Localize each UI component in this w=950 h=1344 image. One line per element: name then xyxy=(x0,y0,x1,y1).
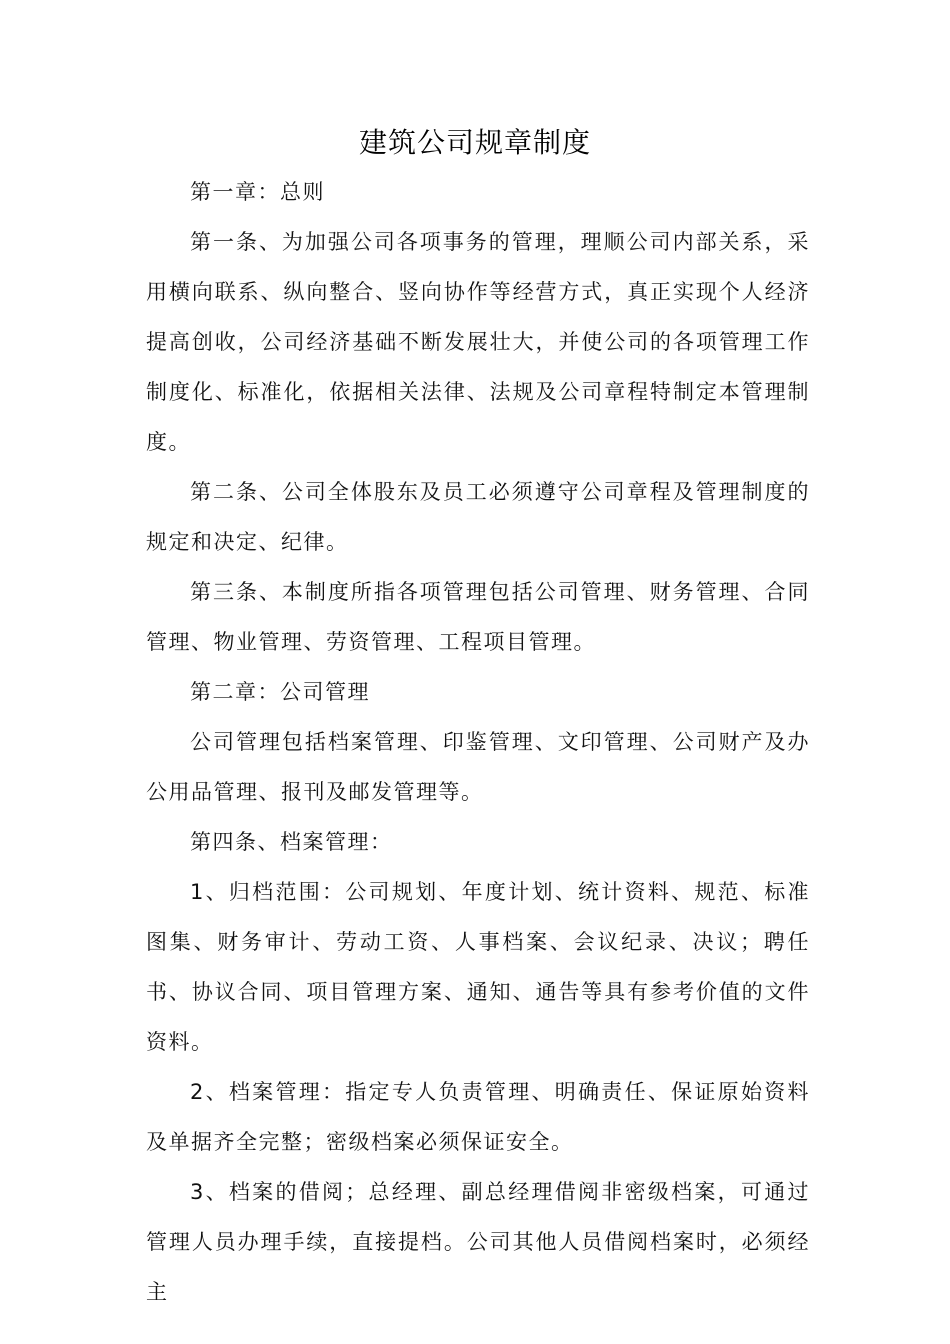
article-4-heading: 第四条、档案管理： xyxy=(190,830,393,854)
article-1-paragraph: 第一条、为加强公司各项事务的管理，理顺公司内部关系，采用横向联系、纵向整合、竖向协作等经营方式，真正实现个人经济提高创收，公司经济基础不断发展壮大，并使公司的各项管理工作制度化、标准化，依据相关法律、法规及公司章程特制定本管理制度。 xyxy=(146,230,810,454)
document-body xyxy=(146,167,810,1317)
archive-borrowing-paragraph: 3、档案的借阅；总经理、副总经理借阅非密级档案，可通过管理人员办理手续，直接提档。公司其他人员借阅档案时，必须经主 xyxy=(146,1180,810,1304)
document-title: 建筑公司规章制度 xyxy=(358,126,591,159)
article-2-paragraph: 第二条、公司全体股东及员工必须遵守公司章程及管理制度的规定和决定、纪律。 xyxy=(146,480,810,554)
chapter-2-heading: 第二章：公司管理 xyxy=(190,680,370,704)
archive-scope-paragraph: 1、归档范围：公司规划、年度计划、统计资料、规范、标准图集、财务审计、劳动工资、人事档案、会议纪录、决议；聘任书、协议合同、项目管理方案、通知、通告等具有参考价值的文件资料。 xyxy=(146,880,810,1054)
archive-management-paragraph: 2、档案管理：指定专人负责管理、明确责任、保证原始资料及单据齐全完整；密级档案必须保证安全。 xyxy=(146,1080,810,1154)
article-3-paragraph: 第三条、本制度所指各项管理包括公司管理、财务管理、合同管理、物业管理、劳资管理、工程项目管理。 xyxy=(146,580,810,654)
chapter-1-heading: 第一章：总则 xyxy=(190,180,325,204)
company-management-paragraph: 公司管理包括档案管理、印鉴管理、文印管理、公司财产及办公用品管理、报刊及邮发管理等。 xyxy=(146,730,810,804)
